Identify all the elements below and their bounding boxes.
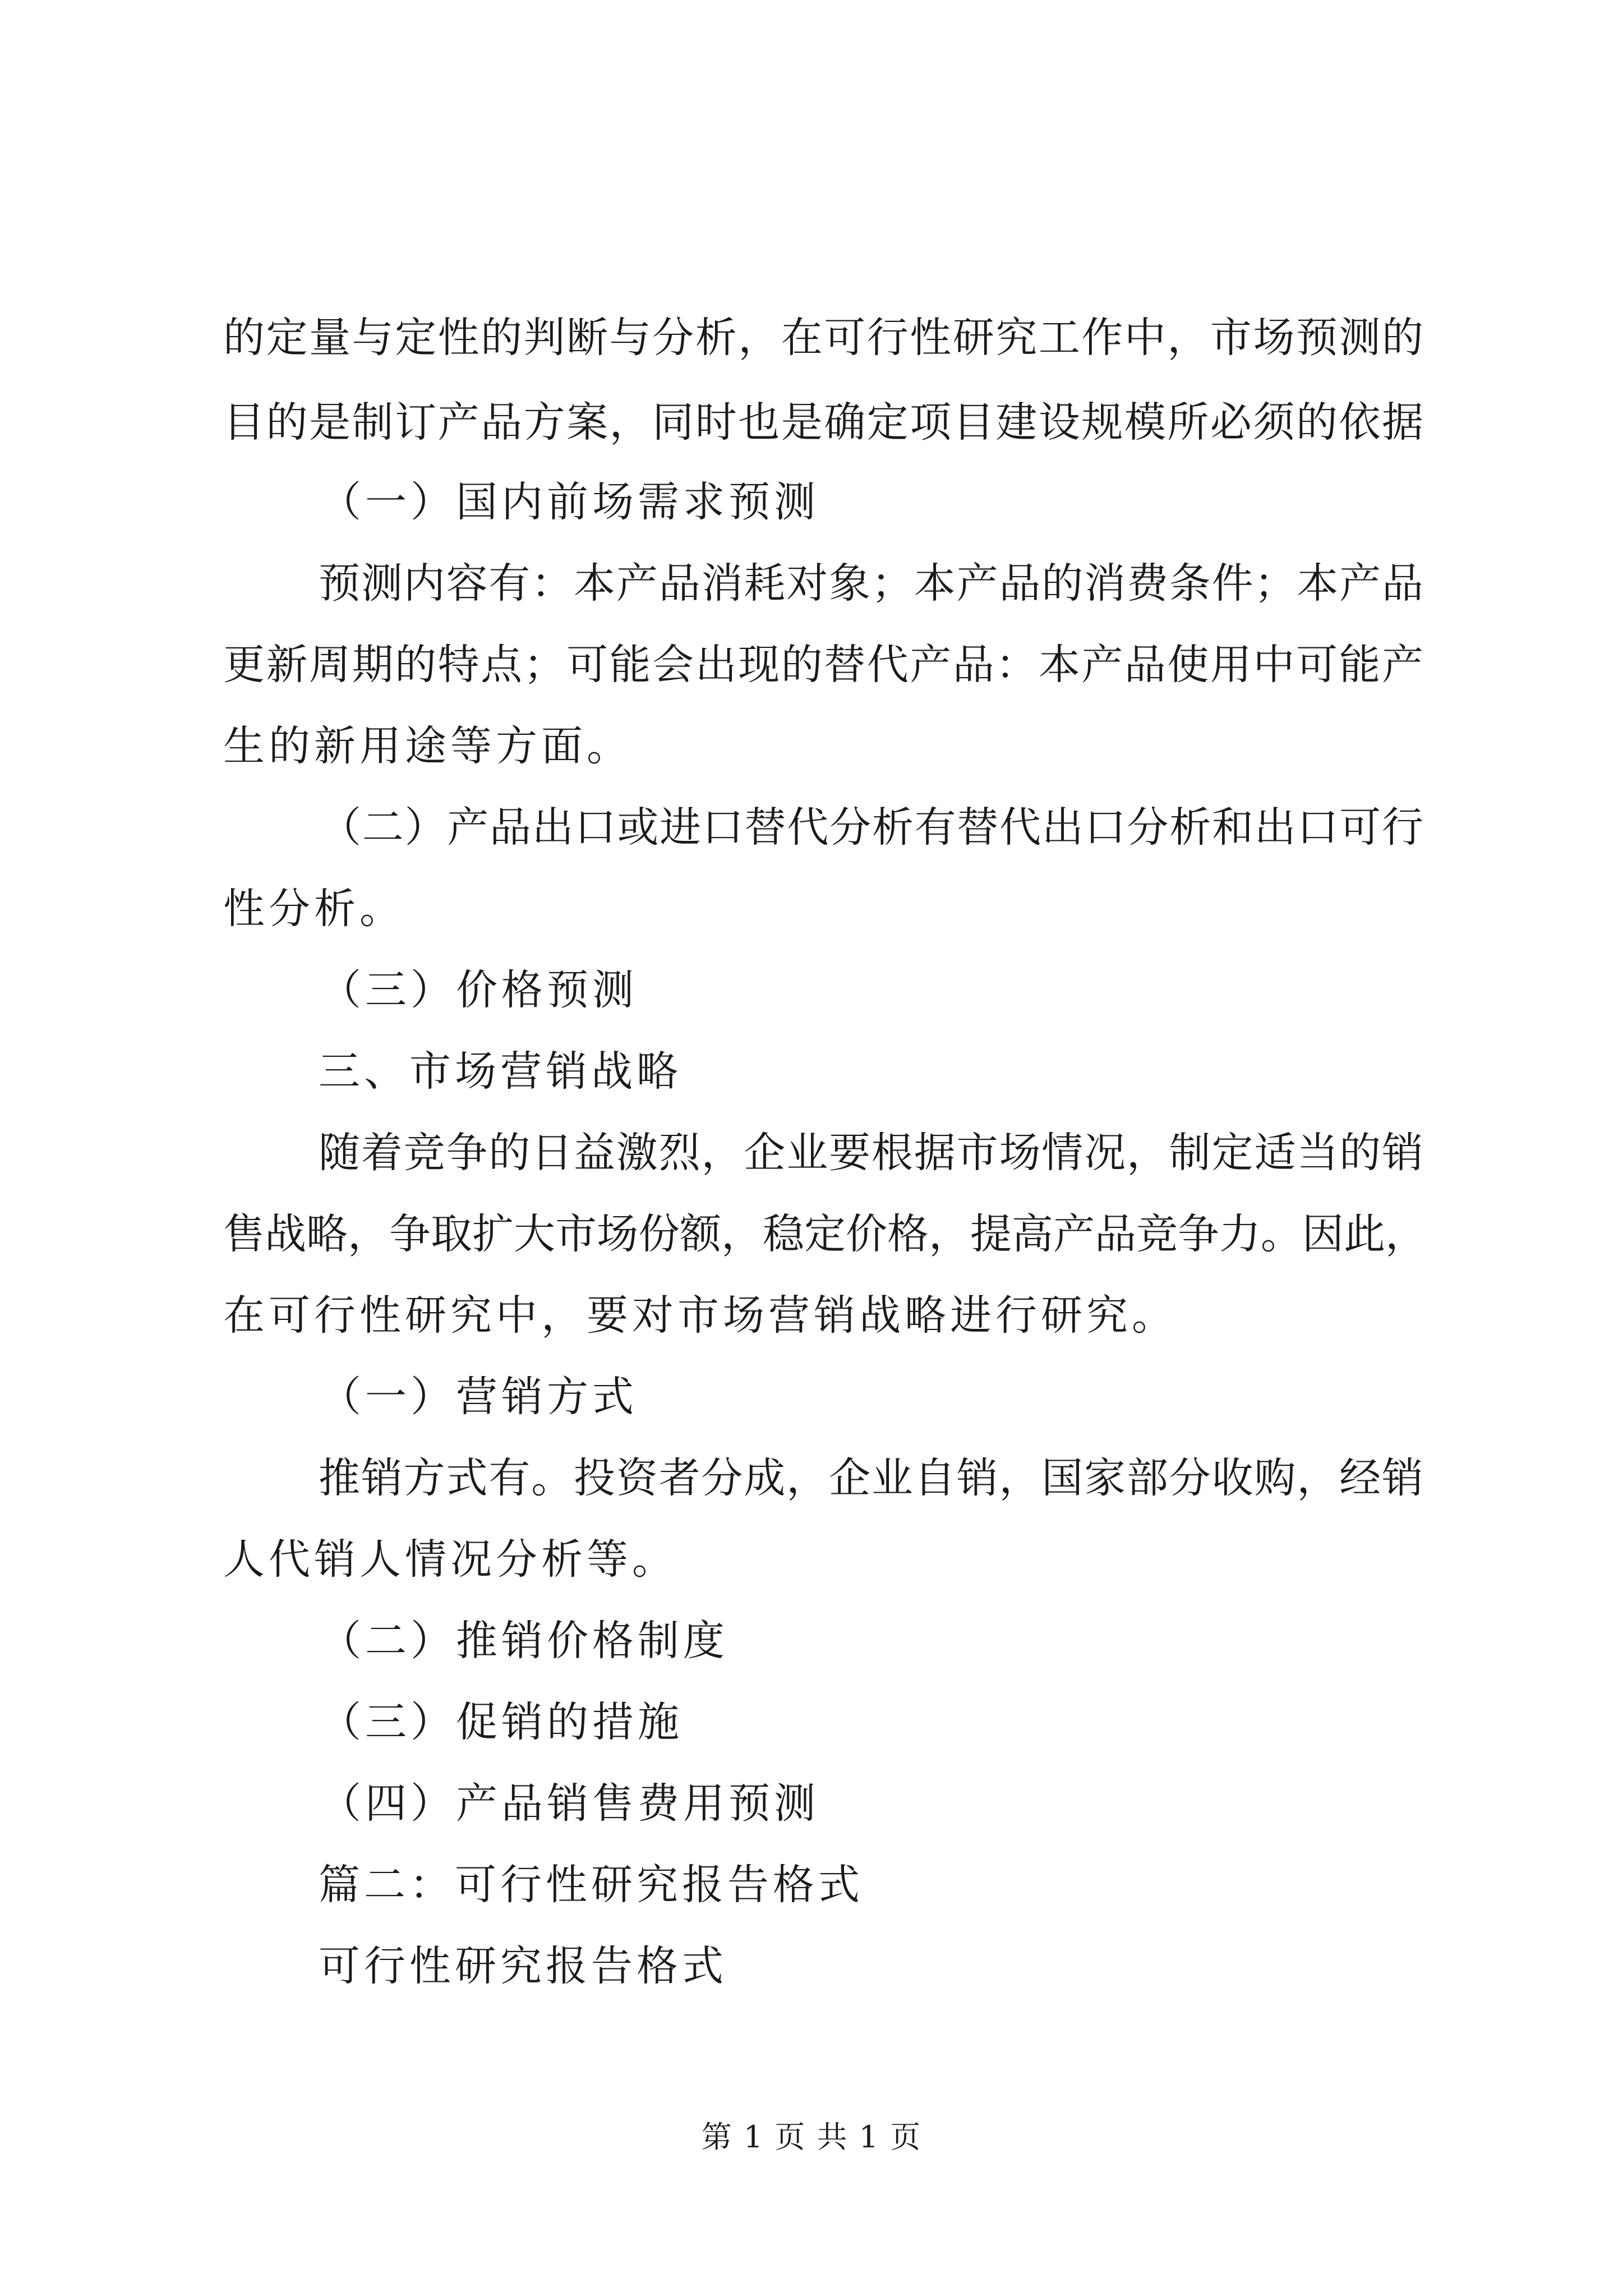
section-heading: （三）价格预测 (320, 966, 638, 1014)
section-heading: （四）产品销售费用预测 (320, 1779, 819, 1828)
section-heading: 三、市场营销战略 (319, 1047, 682, 1096)
paragraph-line: 生的新用途等方面。 (223, 722, 632, 770)
paragraph-line: 性分析。 (223, 885, 405, 933)
section-heading: （三）促销的措施 (320, 1698, 683, 1746)
paragraph-line: 人代销人情况分析等。 (223, 1535, 677, 1584)
paragraph-line: 的定量与定性的判断与分析，在可行性研究工作中，市场预测的 (223, 314, 1423, 362)
page-footer: 第 1 页 共 1 页 (701, 2119, 922, 2155)
paragraph-line: 随着竞争的日益激烈，企业要根据市场情况，制定适当的销 (319, 1129, 1423, 1177)
section-heading: （一）国内前场需求预测 (320, 478, 819, 526)
section-heading: （二）推销价格制度 (320, 1617, 728, 1665)
paragraph-line: 预测内容有：本产品消耗对象；本产品的消费条件；本产品 (319, 559, 1423, 608)
section-heading: （一）营销方式 (320, 1373, 638, 1421)
paragraph-line: 售战略，争取扩大市场份额，稳定价格，提高产品竞争力。因此， (223, 1210, 1427, 1258)
paragraph-line: 推销方式有。投资者分成，企业自销，国家部分收购，经销 (319, 1454, 1423, 1502)
paragraph-line: 目的是制订产品方案，同时也是确定项目建设规模所必须的依据 (223, 398, 1423, 447)
section-heading: 篇二：可行性研究报告格式 (319, 1861, 864, 1909)
paragraph-line: 在可行性研究中，要对市场营销战略进行研究。 (223, 1291, 1177, 1340)
paragraph-line: 更新周期的特点；可能会出现的替代产品：本产品使用中可能产 (223, 641, 1423, 689)
section-heading: 可行性研究报告格式 (319, 1942, 727, 1990)
paragraph-line: （二）产品出口或进口替代分析有替代出口分析和出口可行 (320, 803, 1423, 852)
